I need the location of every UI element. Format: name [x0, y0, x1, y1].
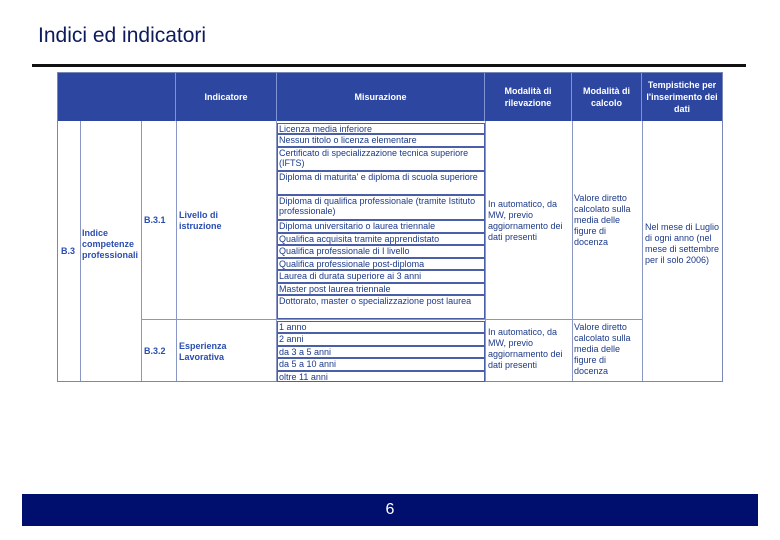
header-empty-cell	[58, 73, 176, 121]
grid-line	[642, 121, 643, 381]
tempistiche-text: Nel mese di Luglio di ogni anno (nel mese di settembre per il solo 2006)	[645, 222, 720, 265]
page-number: 6	[385, 501, 395, 518]
row-calcolo: Valore diretto calcolato sulla media delle figure di docenza	[574, 193, 631, 247]
misurazione-item: Diploma di maturita' e diploma di scuola superiore	[277, 171, 485, 195]
row-calcolo: Valore diretto calcolato sulla media delle figure di docenza	[574, 322, 631, 376]
misurazione-item: 2 anni	[277, 333, 485, 346]
header-tempistiche: Tempistiche per l'inserimento dei dati	[646, 80, 718, 114]
row-rilevazione: In automatico, da MW, previo aggiornamento dei dati presenti	[488, 327, 563, 370]
misurazione-item: oltre 11 anni	[277, 371, 485, 382]
table-header	[58, 73, 722, 121]
footer-bar	[22, 494, 758, 526]
misurazione-item: Diploma universitario o laurea triennale	[277, 220, 485, 233]
misurazione-item: Certificato di specializzazione tecnica superiore (IFTS)	[277, 147, 485, 171]
row-rilevazione: In automatico, da MW, previo aggiornamento dei dati presenti	[488, 199, 563, 242]
misurazione-item: Licenza media inferiore	[277, 123, 485, 134]
indicators-table	[57, 72, 723, 382]
grid-line	[80, 121, 81, 381]
row-code: B.3.2	[144, 346, 166, 356]
misurazione-item: Qualifica acquisita tramite apprendistato	[277, 233, 485, 245]
misurazione-item: da 3 a 5 anni	[277, 346, 485, 358]
title-underline	[32, 64, 746, 67]
misurazione-item: Laurea di durata superiore ai 3 anni	[277, 270, 485, 283]
row-name: Esperienza Lavorativa	[179, 341, 227, 362]
header-rilevazione: Modalità di rilevazione	[485, 73, 572, 121]
row-separator	[141, 319, 642, 320]
page-title: Indici ed indicatori	[38, 24, 207, 47]
header-calcolo: Modalità di calcolo	[572, 73, 642, 121]
header-indicatore: Indicatore	[176, 73, 277, 121]
group-code: B.3	[61, 246, 76, 256]
misurazione-item: Qualifica professionale di I livello	[277, 245, 485, 258]
misurazione-item: 1 anno	[277, 321, 485, 333]
grid-line	[572, 121, 573, 381]
row-name: Livello di istruzione	[179, 210, 222, 231]
grid-line	[485, 121, 486, 381]
misurazione-item: Nessun titolo o licenza elementare	[277, 134, 485, 147]
row-code: B.3.1	[144, 215, 166, 225]
misurazione-item: Master post laurea triennale	[277, 283, 485, 295]
group-name: Indice competenze professionali	[82, 228, 139, 260]
misurazione-item: Dottorato, master o specializzazione post laurea	[277, 295, 485, 319]
grid-line	[176, 121, 177, 381]
header-misurazione: Misurazione	[277, 73, 485, 121]
misurazione-item: da 5 a 10 anni	[277, 358, 485, 371]
misurazione-item: Diploma di qualifica professionale (tramite Istituto professionale)	[277, 195, 485, 220]
misurazione-item: Qualifica professionale post-diploma	[277, 258, 485, 270]
